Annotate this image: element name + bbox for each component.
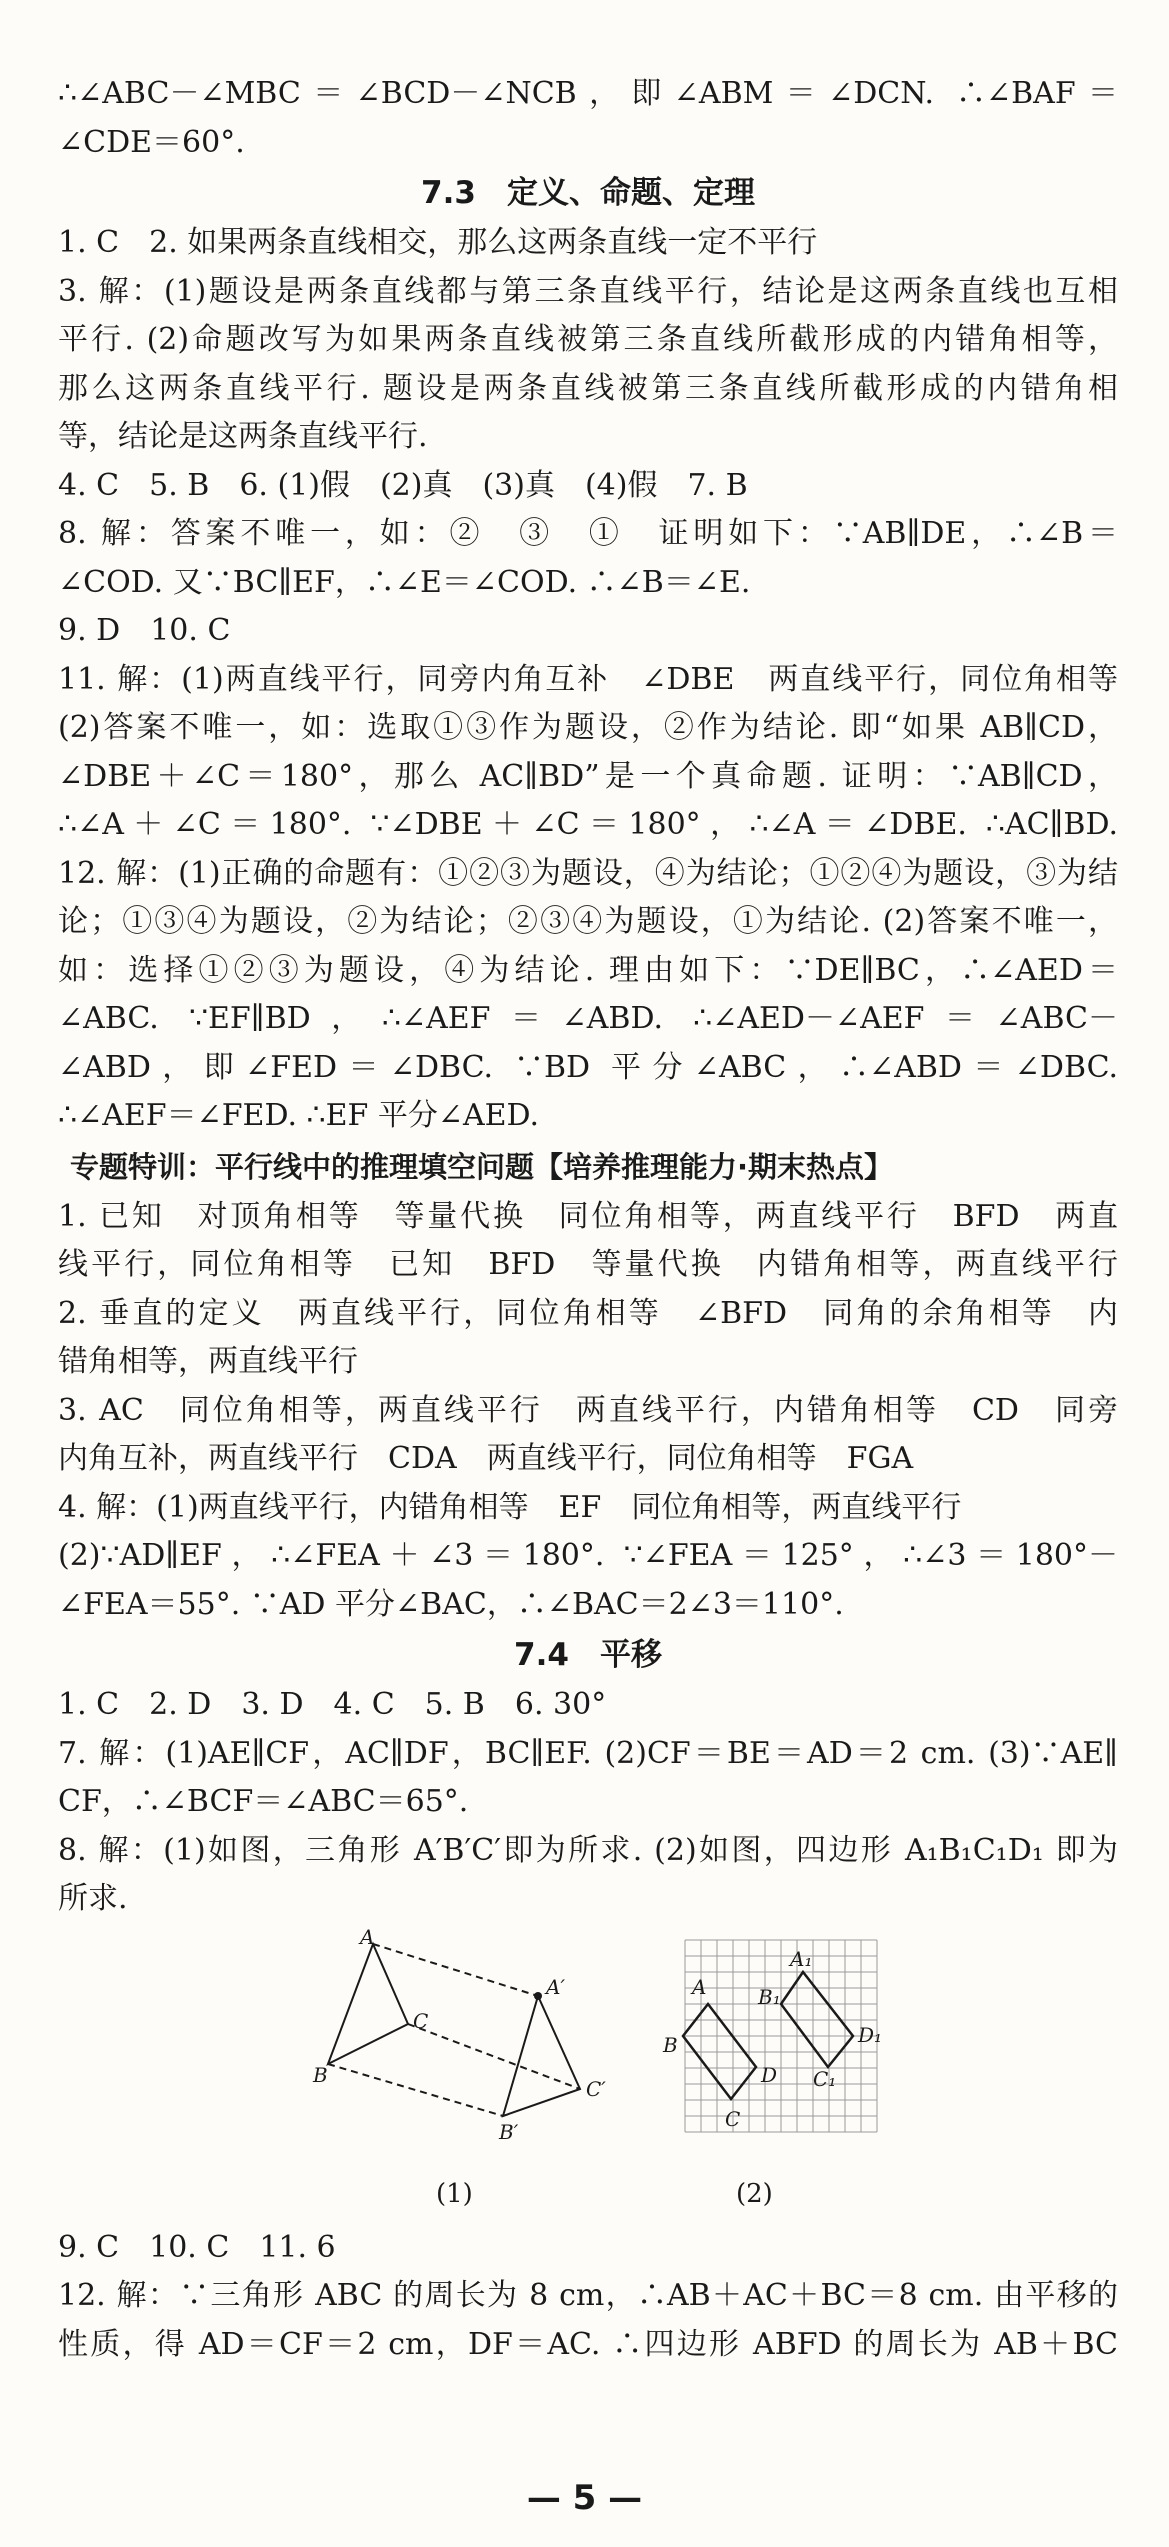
- text-line: ∴∠AEF＝∠FED. ∴EF 平分∠AED.: [58, 1098, 540, 1133]
- label-b-prime: B′: [499, 2119, 519, 2144]
- label-2a1: A₁: [790, 1946, 813, 1971]
- section-heading-topic: 专题特训：平行线中的推理填空问题【培养推理能力·期末热点】: [70, 1149, 894, 1184]
- translation-figures: [58, 1924, 1118, 2224]
- text-line: ∠ABC. ∵EF∥BD，∴∠AEF＝∠ABD. ∴∠AED－∠AEF＝∠ABC－: [58, 1001, 1118, 1036]
- label-b: B: [313, 2062, 328, 2087]
- text-line: 那么这两条直线平行. 题设是两条直线被第三条直线所截形成的内错角相: [58, 370, 1118, 406]
- section-topic: [58, 1193, 1118, 1630]
- triangle-abc: [328, 1944, 408, 2064]
- figure-2-caption: (2): [736, 2178, 773, 2209]
- text-line: 11. 解：(1)两直线平行，同旁内角互补 ∠DBE 两直线平行，同位角相等: [58, 661, 1118, 697]
- label-2b1: B₁: [758, 1984, 781, 2009]
- triangle-abc-prime: [503, 1996, 580, 2116]
- text-line: 12. 解：(1)正确的命题有：①②③为题设，④为结论；①②④为题设，③为结: [58, 855, 1118, 891]
- text-line: 8. 解：(1)如图，三角形 A′B′C′即为所求. (2)如图，四边形 A₁B₁C₁D₁ 即为: [58, 1832, 1118, 1868]
- section-intro: [58, 70, 1118, 167]
- label-a-prime: A′: [546, 1974, 565, 1999]
- section-heading-7-3: 7.3 定义、命题、定理: [421, 175, 755, 211]
- text-line: ∠CDE＝60°.: [58, 124, 245, 160]
- section-7-4: [58, 1681, 1118, 1924]
- label-a: A: [360, 1924, 375, 1949]
- figure-1-caption: (1): [436, 2178, 473, 2209]
- text-line: CF，∴∠BCF＝∠ABC＝65°.: [58, 1784, 469, 1819]
- text-line: 1. 已知 对顶角相等 等量代换 同位角相等，两直线平行 BFD 两直: [58, 1198, 1118, 1234]
- text-line: 3. AC 同位角相等，两直线平行 两直线平行，内错角相等 CD 同旁: [58, 1392, 1118, 1428]
- page-content: [58, 70, 1118, 2369]
- text-line: 4. 解：(1)两直线平行，内错角相等 EF 同位角相等，两直线平行: [58, 1489, 962, 1525]
- text-line: (2)答案不唯一，如：选取①③作为题设，②作为结论. 即“如果 AB∥CD，: [58, 710, 1118, 745]
- label-2c1: C₁: [813, 2066, 837, 2091]
- section-heading-7-4: 7.4 平移: [514, 1637, 662, 1673]
- text-line: 线平行，同位角相等 已知 BFD 等量代换 内错角相等，两直线平行: [58, 1247, 1118, 1282]
- page-number: — 5 —: [526, 2478, 643, 2518]
- text-line: (2)∵AD∥EF，∴∠FEA＋∠3＝180°. ∵∠FEA＝125°，∴∠3＝180°－: [58, 1538, 1118, 1573]
- point-a-prime: [534, 1992, 542, 2000]
- figure-svg: [58, 1924, 1118, 2224]
- text-line: ∴∠A＋∠C＝180°. ∵∠DBE＋∠C＝180°，∴∠A＝∠DBE. ∴AC∥BD.: [58, 807, 1118, 842]
- text-line: ∠DBE＋∠C＝180°，那么 AC∥BD”是一个真命题. 证明：∵AB∥CD，: [58, 758, 1118, 794]
- text-line: 12. 解：∵三角形 ABC 的周长为 8 cm，∴AB＋AC＋BC＝8 cm. 由平移的: [58, 2278, 1118, 2313]
- text-line: 8. 解：答案不唯一，如：② ③ ① 证明如下：∵AB∥DE，∴∠B＝: [58, 516, 1118, 551]
- text-line: 性质，得 AD＝CF＝2 cm，DF＝AC. ∴四边形 ABFD 的周长为 AB＋BC: [58, 2326, 1118, 2362]
- text-line: 平行. (2)命题改写为如果两条直线被第三条直线所截形成的内错角相等，: [58, 322, 1118, 357]
- label-2d1: D₁: [858, 2022, 883, 2047]
- section-7-4-continued: [58, 2224, 1118, 2370]
- label-2a: A: [692, 1974, 707, 1999]
- figure-1: [328, 1944, 580, 2116]
- text-line: 如：选择①②③为题设，④为结论. 理由如下：∵DE∥BC，∴∠AED＝: [58, 952, 1118, 988]
- label-2b: B: [663, 2032, 678, 2057]
- text-line: 4. C 5. B 6. (1)假 (2)真 (3)真 (4)假 7. B: [58, 467, 748, 503]
- text-line: 等，结论是这两条直线平行.: [58, 419, 428, 454]
- text-line: 9. C 10. C 11. 6: [58, 2229, 336, 2265]
- text-line: 论；①③④为题设，②为结论；②③④为题设，①为结论. (2)答案不唯一，: [58, 904, 1118, 939]
- label-2c: C: [725, 2106, 741, 2131]
- text-line: 所求.: [58, 1881, 128, 1916]
- text-line: ∴∠ABC－∠MBC＝∠BCD－∠NCB，即∠ABM＝∠DCN. ∴∠BAF＝: [58, 76, 1118, 111]
- section-7-3: [58, 219, 1118, 1141]
- text-line: 7. 解：(1)AE∥CF，AC∥DF，BC∥EF. (2)CF＝BE＝AD＝2 cm. (3)∵AE∥: [58, 1735, 1118, 1771]
- text-line: ∠ABD，即∠FED＝∠DBC. ∵BD 平分∠ABC，∴∠ABD＝∠DBC.: [58, 1049, 1118, 1085]
- text-line: 9. D 10. C: [58, 613, 231, 648]
- text-line: ∠FEA＝55°. ∵AD 平分∠BAC，∴∠BAC＝2∠3＝110°.: [58, 1586, 844, 1622]
- text-line: 错角相等，两直线平行: [58, 1344, 358, 1379]
- label-c-prime: C′: [586, 2076, 606, 2101]
- figure-2-grid: [685, 1940, 877, 2132]
- text-line: 3. 解：(1)题设是两条直线都与第三条直线平行，结论是这两条直线也互相: [58, 273, 1118, 309]
- label-c: C: [413, 2008, 429, 2033]
- text-line: 2. 垂直的定义 两直线平行，同位角相等 ∠BFD 同角的余角相等 内: [58, 1295, 1118, 1331]
- text-line: ∠COD. 又∵BC∥EF，∴∠E＝∠COD. ∴∠B＝∠E.: [58, 564, 751, 600]
- text-line: 1. C 2. 如果两条直线相交，那么这两条直线一定不平行: [58, 225, 818, 260]
- translation-line-aa: [373, 1944, 538, 1996]
- text-line: 内角互补，两直线平行 CDA 两直线平行，同位角相等 FGA: [58, 1441, 914, 1476]
- translation-line-bb: [328, 2064, 503, 2116]
- text-line: 1. C 2. D 3. D 4. C 5. B 6. 30°: [58, 1687, 607, 1722]
- label-2d: D: [761, 2062, 778, 2087]
